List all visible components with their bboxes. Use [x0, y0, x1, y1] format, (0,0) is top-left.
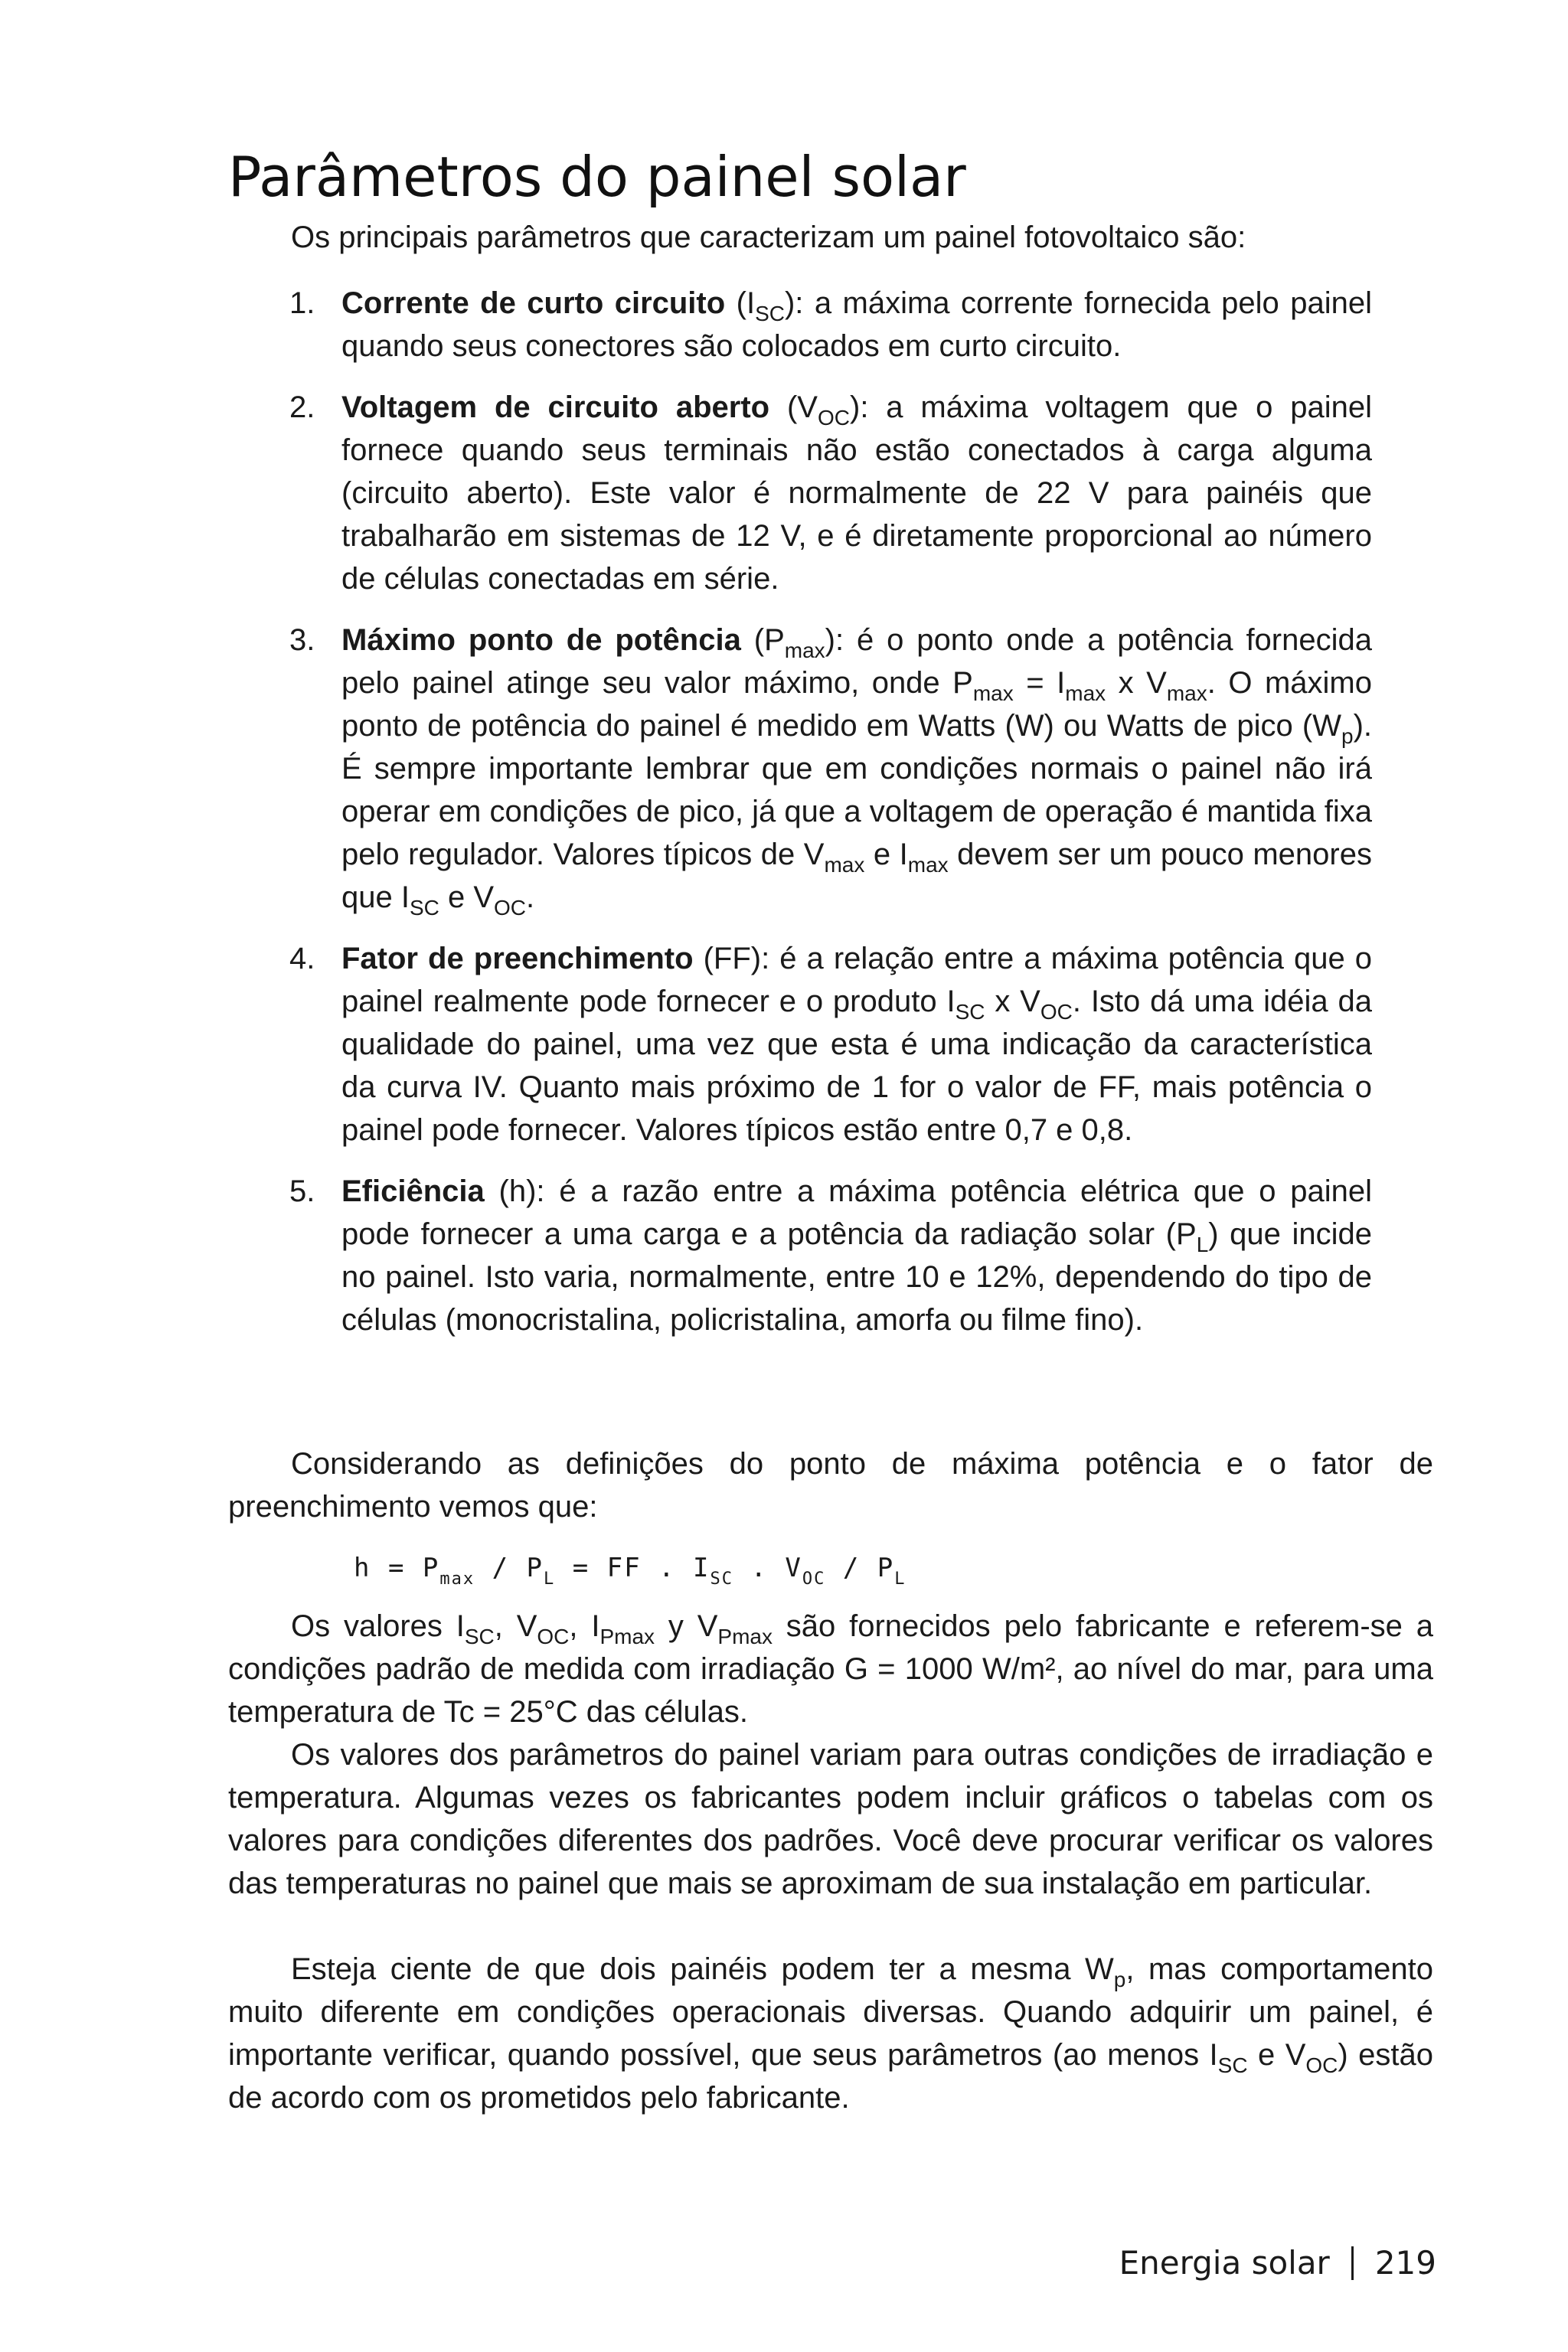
list-item-text	[341, 386, 1372, 600]
list-item-text	[341, 937, 1372, 1152]
text: , mas comportamento muito diferente em condições operacionais diversas. Quando adquirir um painel, é importante verificar, quando possível, que seus parâmetros (ao menos I	[228, 1952, 1433, 2072]
text: (P	[740, 623, 785, 657]
text: são fornecidos pelo fabricante e referem-se a condições padrão de medida com irradiação G = 1000 W/m², ao nível do mar, para uma temperatura de Tc = 25°C das células.	[228, 1609, 1434, 1729]
text: , V	[494, 1609, 537, 1643]
text: Esteja ciente de que dois painéis podem ter a mesma W	[291, 1952, 1114, 1986]
subscript: L	[1196, 1233, 1209, 1256]
text: . V	[733, 1553, 802, 1583]
footer-divider	[1351, 2246, 1354, 2280]
subscript: Pmax	[599, 1625, 655, 1648]
term: Máximo ponto de potência	[341, 623, 741, 657]
text: h = P	[354, 1553, 440, 1583]
list-item	[0, 619, 1568, 919]
list-item	[0, 282, 1568, 368]
list-item-number: 2.	[289, 390, 315, 424]
text: (FF): é a relação entre a máxima potência que o painel realmente pode fornecer e o produto I	[341, 942, 1373, 1018]
advice-paragraph	[228, 1948, 1433, 2119]
page-number: 219	[1374, 2244, 1436, 2282]
subscript: max	[1065, 681, 1106, 705]
text: = FF . I	[555, 1553, 710, 1583]
text: ) que incide no painel. Isto varia, normalmente, entre 10 e 12%, dependendo do tipo de células (monocristalina, policristalina, amorfa ou filme fino).	[341, 1217, 1373, 1337]
text: ). É sempre importante lembrar que em condições normais o painel não irá operar em condições de pico, já que a voltagem de operação é mantida fixa pelo regulador. Valores típicos de V	[341, 709, 1372, 871]
text: (V	[769, 390, 818, 424]
text: e V	[1247, 2038, 1306, 2072]
text: .	[526, 880, 535, 914]
list-item	[0, 386, 1568, 600]
text: ) estão de acordo com os prometidos pelo fabricante.	[228, 2038, 1433, 2115]
subscript: SC	[755, 302, 785, 325]
subscript: max	[824, 853, 865, 877]
term: Voltagem de circuito aberto	[341, 390, 770, 424]
subscript: OC	[802, 1570, 826, 1589]
subscript: max	[1166, 681, 1207, 705]
efficiency-formula	[354, 1547, 906, 1589]
subscript: Pmax	[717, 1625, 773, 1648]
list-item-text	[341, 282, 1372, 368]
text: e I	[864, 838, 908, 871]
subscript: OC	[537, 1625, 570, 1648]
subscript: OC	[494, 896, 527, 920]
list-item	[0, 937, 1568, 1152]
list-item-text	[341, 619, 1372, 919]
text: . Isto dá uma idéia da qualidade do painel, uma vez que esta é uma indicação da característica da curva IV. Quanto mais próximo de 1 for o valor de FF, mais potência o painel pode fornecer. Valores típicos estão entre 0,7 e 0,8.	[341, 985, 1372, 1147]
parameter-list	[0, 282, 1568, 1360]
text: (I	[725, 286, 756, 320]
text: . O máximo ponto de potência do painel é medido em Watts (W) ou Watts de pico (W	[341, 666, 1372, 743]
list-item-text	[341, 1170, 1372, 1341]
subscript: SC	[710, 1570, 733, 1589]
subscript: p	[1341, 724, 1354, 748]
page-title: Parâmetros do painel solar	[228, 145, 966, 209]
subscript: L	[544, 1570, 556, 1589]
term: Fator de preenchimento	[341, 942, 694, 975]
text: ): a máxima voltagem que o painel fornece quando seus terminais não estão conectados à carga alguma (circuito aberto). Este valor é normalmente de 22 V para painéis que trabalharão em sistemas de 12 V, e é diretamente proporcional ao número de células conectadas em série.	[341, 390, 1373, 596]
text: / P	[825, 1553, 895, 1583]
text: x V	[985, 985, 1040, 1018]
text: x V	[1106, 666, 1167, 700]
term: Eficiência	[341, 1174, 485, 1208]
subscript: max	[439, 1570, 475, 1589]
intro-paragraph: Os principais parâmetros que caracterizam um painel fotovoltaico são:	[291, 220, 1246, 254]
parameters-paragraph: Os valores dos parâmetros do painel variam para outras condições de irradiação e temperatura. Algumas vezes os fabricantes podem incluir gráficos o tabelas com os valores para condições diferentes dos padrões. Você deve procurar verificar os valores das temperaturas no painel que mais se aproximam de sua instalação em particular.	[228, 1738, 1433, 1900]
subscript: SC	[409, 896, 439, 920]
subscript: OC	[1040, 1000, 1073, 1024]
text: , I	[569, 1609, 600, 1643]
list-item-number: 1.	[289, 286, 315, 320]
subscript: max	[784, 639, 825, 662]
subscript: p	[1113, 1968, 1126, 1991]
text: Os valores I	[291, 1609, 465, 1643]
text: y V	[655, 1609, 718, 1643]
text: = I	[1013, 666, 1066, 700]
subscript: SC	[955, 1000, 985, 1024]
subscript: OC	[818, 406, 850, 430]
text: (h): é a razão entre a máxima potência elétrica que o painel pode fornecer a uma carga e a potência da radiação solar (P	[341, 1174, 1372, 1251]
text: ): a máxima corrente fornecida pelo painel quando seus conectores são colocados em curto circuito.	[341, 286, 1372, 363]
values-paragraph	[228, 1605, 1433, 1733]
footer-section: Energia solar	[1119, 2244, 1330, 2282]
subscript: max	[972, 681, 1014, 705]
text: devem ser um pouco menores que I	[341, 838, 1372, 914]
text: ): é o ponto onde a potência fornecida pelo painel atinge seu valor máximo, onde P	[341, 623, 1372, 700]
list-item	[0, 1170, 1568, 1341]
text: e V	[439, 880, 495, 914]
subscript: OC	[1305, 2053, 1338, 2077]
page-footer	[1119, 2242, 1436, 2285]
subscript: L	[894, 1570, 906, 1589]
list-item-number: 3.	[289, 623, 315, 657]
considering-paragraph: Considerando as definições do ponto de máxima potência e o fator de preenchimento vemos que:	[228, 1447, 1433, 1524]
subscript: SC	[464, 1625, 495, 1648]
term: Corrente de curto circuito	[341, 286, 726, 320]
subscript: max	[907, 853, 949, 877]
list-item-number: 4.	[289, 942, 315, 975]
text: / P	[475, 1553, 544, 1583]
list-item-number: 5.	[289, 1174, 315, 1208]
subscript: SC	[1217, 2053, 1248, 2077]
